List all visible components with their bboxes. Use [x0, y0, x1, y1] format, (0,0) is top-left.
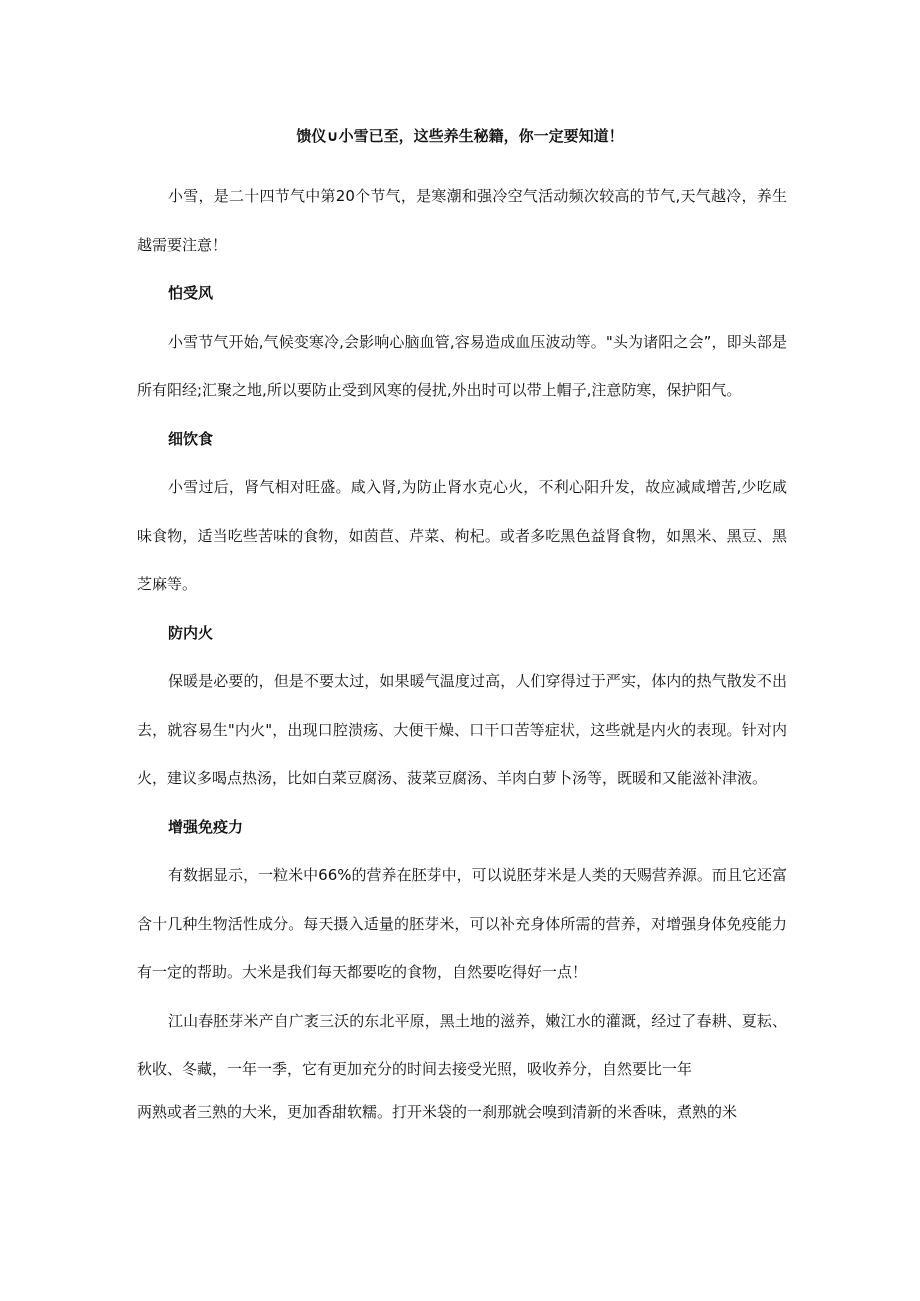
- section-text-wind: 小雪节气开始,气候变寒冷,会影响心脑血管,容易造成血压波动等。"头为诸阳之会”，即头部是所有阳经;汇聚之地,所以要防止受到风寒的侵扰,外出时可以带上帽子,注意防寒，保护阳气。: [137, 332, 787, 399]
- section-heading-diet: 细饮食: [168, 429, 214, 448]
- section-heading-wind: 怕受风: [168, 284, 214, 302]
- closing-paragraph: 江山春胚芽米产自广袤三沃的东北平原，黑土地的滋养，嫩江水的灌溉，经过了春耕、夏耘、秋收、冬藏，一年一季，它有更加充分的时间去接受光照，吸收养分，自然要比一年: [137, 1011, 787, 1078]
- closing-continuation: 两熟或者三熟的大米，更加香甜软糯。打开米袋的一刹那就会嗅到清新的米香味，煮熟的米: [137, 1102, 738, 1121]
- section-text-diet: 小雪过后，肾气相对旺盛。咸入肾,为防止肾水克心火，不利心阳升发，故应减咸增苦,少吃咸味食物，适当吃些苦味的食物，如茵苣、芹菜、枸杞。或者多吃黑色益肾食物，如黑米、黑豆、黑芝麻等。: [137, 478, 787, 593]
- section-heading-inner-heat: 防内火: [168, 623, 214, 642]
- section-heading-immunity: 增强免疫力: [168, 817, 244, 836]
- intro-paragraph: 小雪，是二十四节气中第20个节气，是寒潮和强冷空气活动频次较高的节气,天气越冷，养生越需要注意！: [137, 187, 787, 254]
- article-title: 馈仪∪小雪已至，这些养生秘籍，你一定要知道！: [296, 127, 624, 145]
- section-text-inner-heat: 保暖是必要的，但是不要太过，如果暖气温度过高，人们穿得过于严实，体内的热气散发不出去，就容易生"内火"，出现口腔溃疡、大便干燥、口干口苦等症状，这些就是内火的表现。针对内火，建议多喝点热汤，比如白菜豆腐汤、菠菜豆腐汤、羊肉白萝卜汤等，既暖和又能滋补津液。: [137, 672, 787, 787]
- section-text-immunity: 有数据显示，一粒米中66%的营养在胚芽中，可以说胚芽米是人类的天赐营养源。而且它还富含十几种生物活性成分。每天摄入适量的胚芽米，可以补充身体所需的营养，对增强身体免疫能力有一定的帮助。大米是我们每天都要吃的食物，自然要吃得好一点！: [137, 866, 787, 981]
- article-body: [137, 172, 787, 1136]
